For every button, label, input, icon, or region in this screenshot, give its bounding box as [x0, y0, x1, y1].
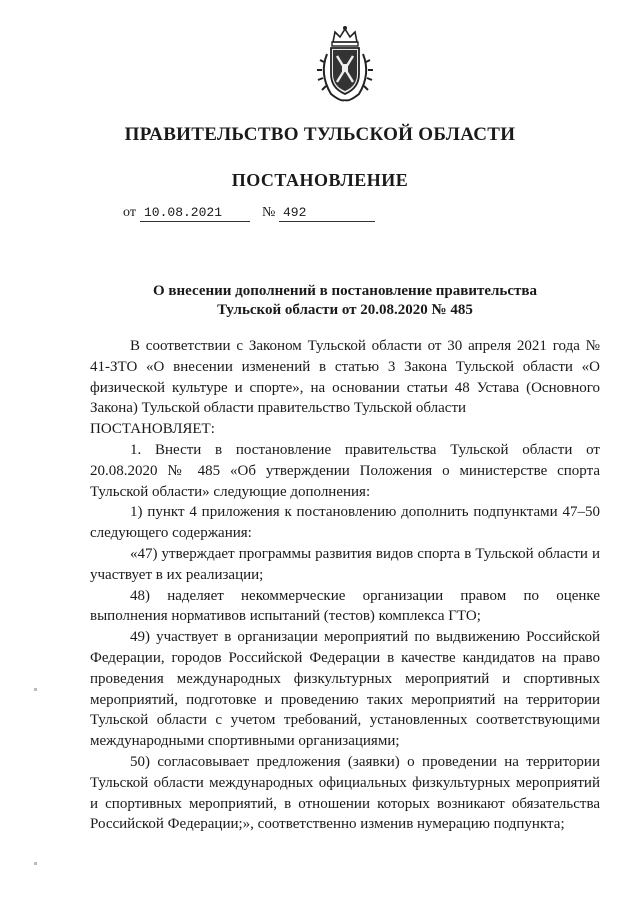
date-field: 10.08.2021: [140, 205, 250, 222]
subject-line-1: О внесении дополнений в постановление правительства: [153, 283, 537, 299]
number-label: №: [262, 205, 276, 220]
organization-title: ПРАВИТЕЛЬСТВО ТУЛЬСКОЙ ОБЛАСТИ: [124, 124, 516, 145]
paragraph-subitem-47: «47) утверждает программы развития видов спорта в Тульской области и участвует в их реализации;: [90, 545, 600, 583]
date-label: от: [123, 205, 136, 220]
paragraph-preamble: В соответствии с Законом Тульской области от 30 апреля 2021 года № 41-ЗТО «О внесении изменений в статью 3 Закона Тульской области «О физической культуре и спорте», на основании статьи 48 Устава (Основного Закона) Тульской области правительство Тульской области: [90, 338, 600, 417]
coat-of-arms-icon: [313, 24, 377, 104]
document-body: [90, 336, 600, 835]
paragraph-item-1: 1. Внести в постановление правительства Тульской области от 20.08.2020 № 485 «Об утверждении Положения о министерстве спорта Тульской области» следующие дополнения:: [90, 441, 600, 500]
document-type: ПОСТАНОВЛЕНИЕ: [231, 170, 409, 190]
number-field: 492: [279, 205, 375, 222]
paragraph-subitem-1: 1) пункт 4 приложения к постановлению дополнить подпунктами 47–50 следующего содержания:: [90, 504, 600, 542]
paragraph-subitem-48: 48) наделяет некоммерческие организации правом по оценке выполнения нормативов испытаний (тестов) комплекса ГТО;: [90, 587, 600, 625]
document-subject: [90, 282, 600, 320]
paragraph-resolves: ПОСТАНОВЛЯЕТ:: [90, 421, 215, 438]
subject-line-2: Тульской области от 20.08.2020 № 485: [217, 302, 473, 318]
paragraph-subitem-50: 50) согласовывает предложения (заявки) о проведении на территории Тульской области международных официальных физкультурных мероприятий и спортивных мероприятий, в отношении которых возникают обязательства Российской Федерации;», соответственно изменив нумерацию подпункта;: [90, 753, 600, 833]
paragraph-subitem-49: 49) участвует в организации мероприятий по выдвижению Российской Федерации, городов Российской Федерации в качестве кандидатов на право проведения международных физкультурных мероприятий и спортивных мероприятий, подготовке и проведению таких мероприятий на территории Тульской области с учетом требований, установленных соответствующими международными спортивными организациями;: [90, 629, 600, 750]
scan-mark: [34, 688, 37, 691]
scan-mark: [34, 862, 37, 865]
date-number-line: [123, 203, 383, 223]
